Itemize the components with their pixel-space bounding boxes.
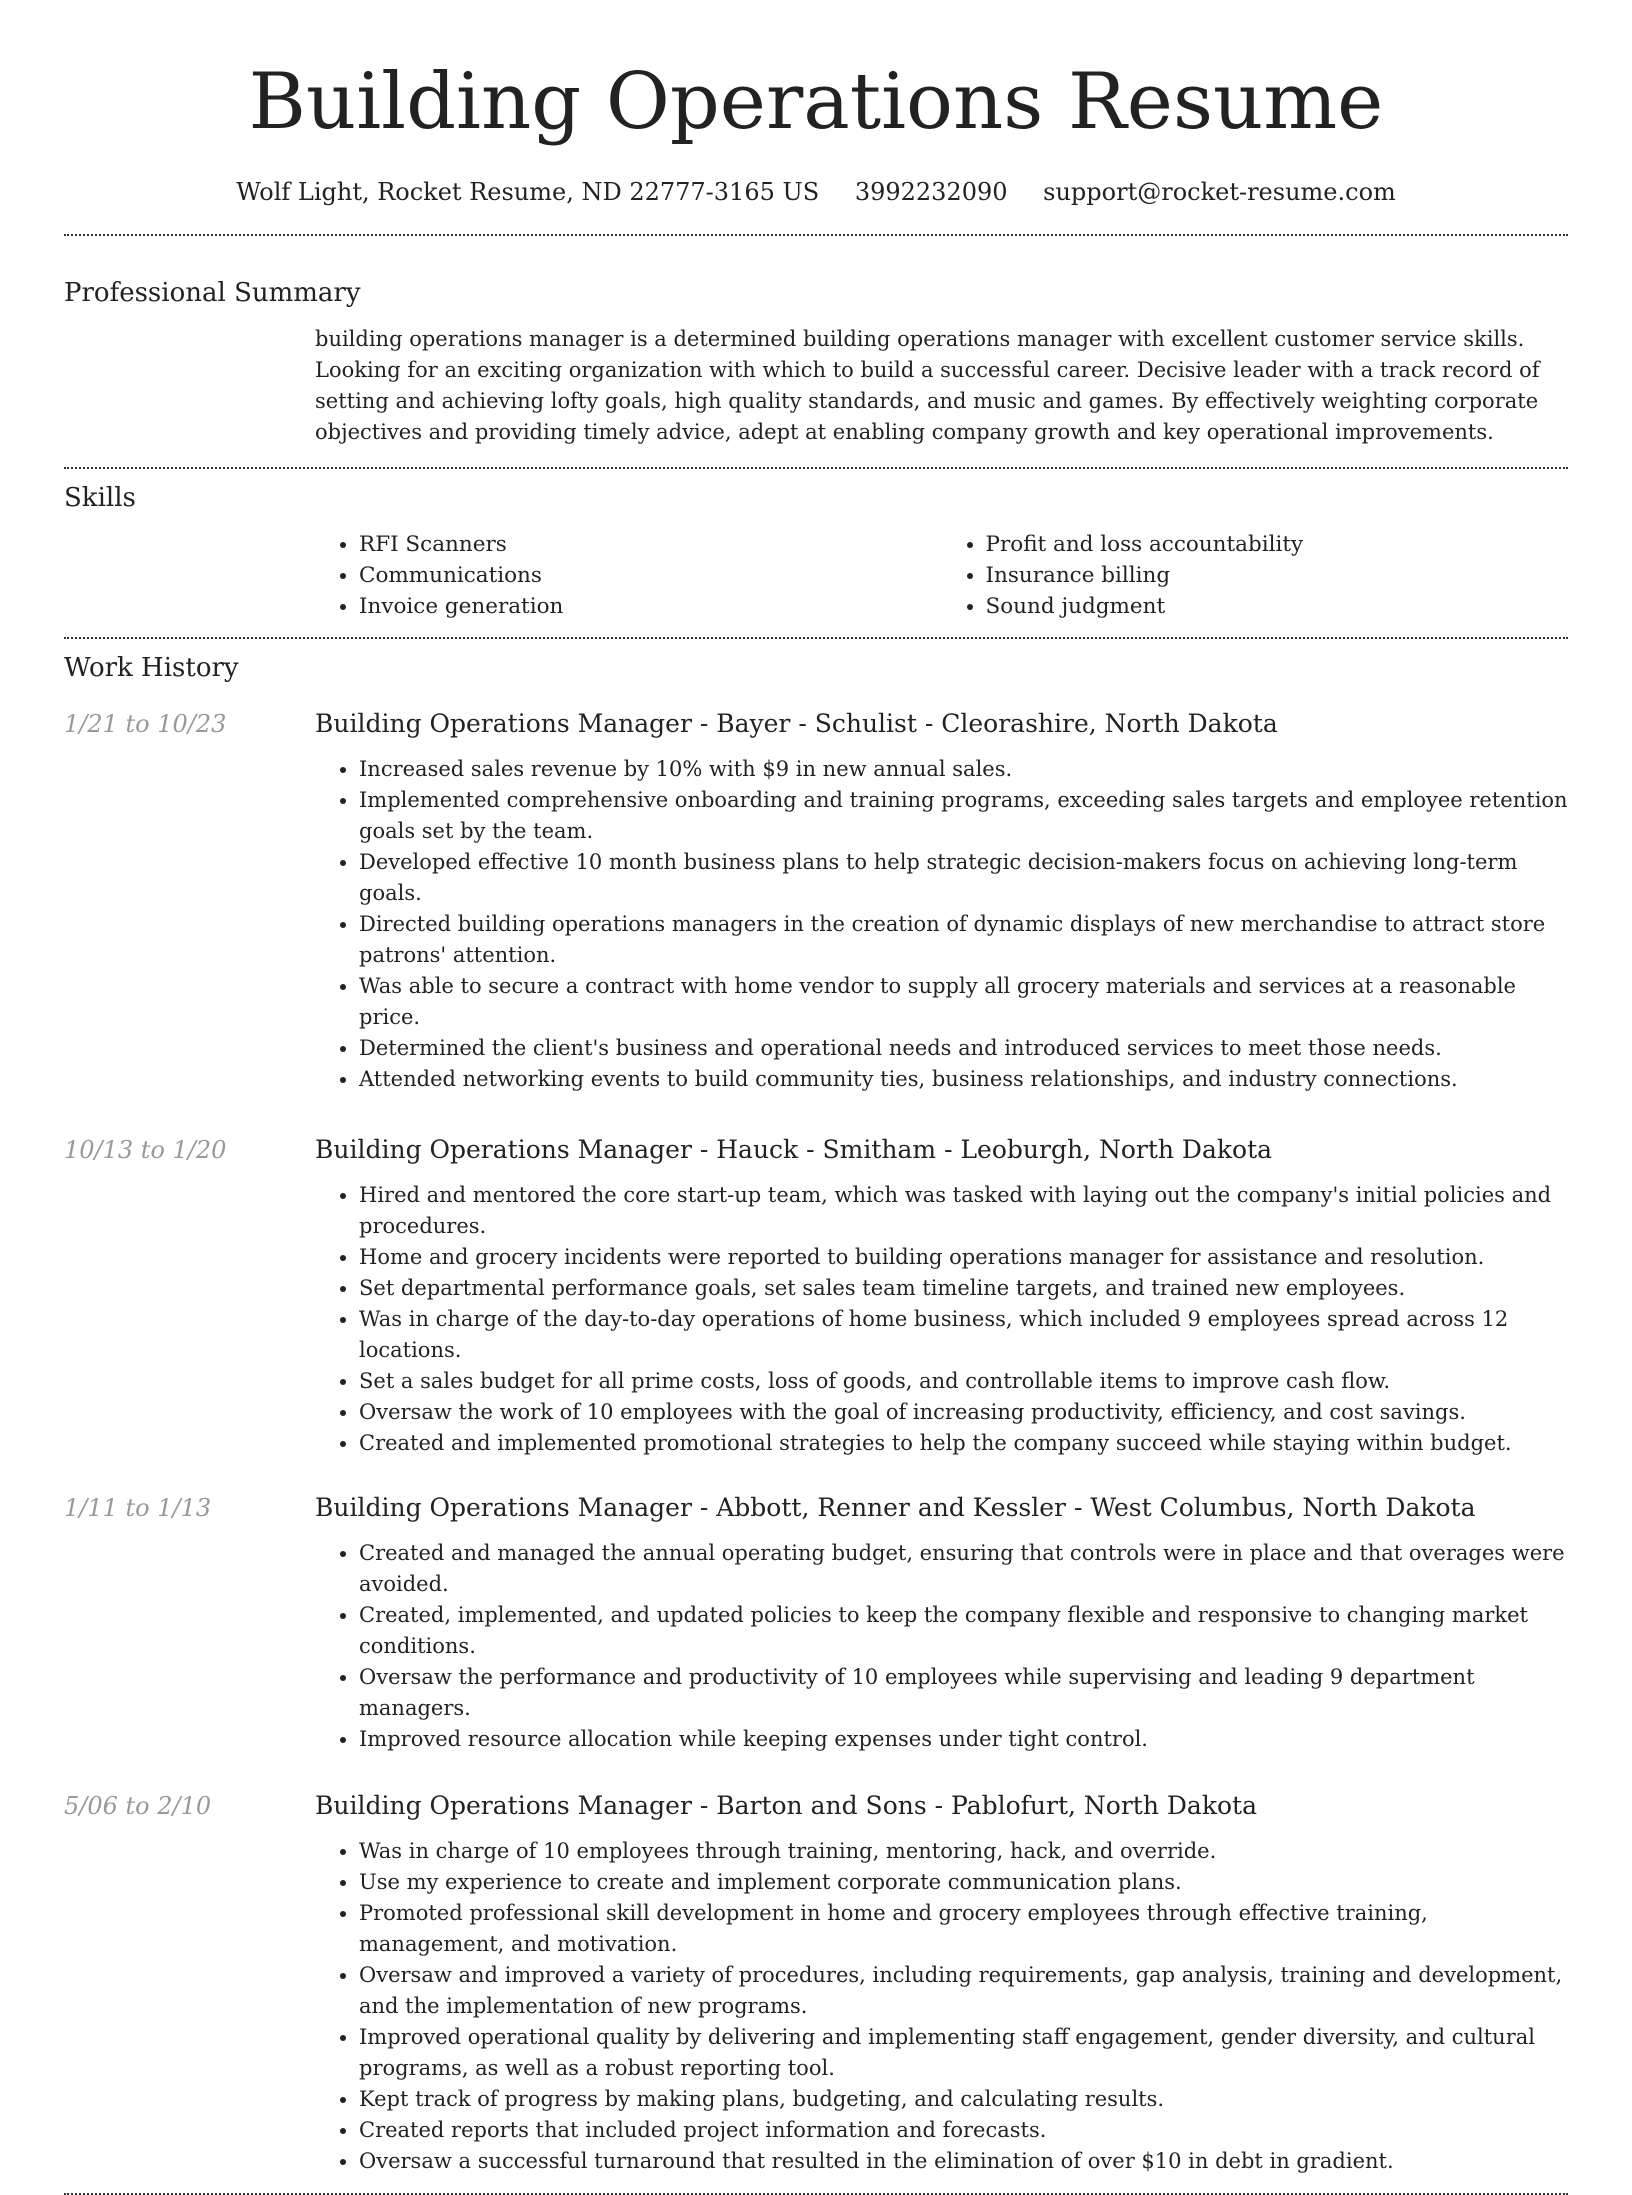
job-bullet: • Kept track of progress by making plans, budgeting, and calculating results. xyxy=(359,2084,1568,2115)
divider xyxy=(64,467,1568,469)
skill-item: • RFI Scanners xyxy=(359,529,942,560)
divider xyxy=(64,234,1568,236)
section-title-summary: Professional Summary xyxy=(64,278,361,308)
skill-item: • Profit and loss accountability xyxy=(986,529,1569,560)
job-entry xyxy=(64,1133,1568,1459)
job-bullet: • Created reports that included project information and forecasts. xyxy=(359,2115,1568,2146)
divider xyxy=(64,637,1568,639)
summary-text: building operations manager is a determined building operations manager with excellent customer service skills. Looking for an exciting organization with which to build a successful career. Decisive leader with a track record of setting and achieving lofty goals, high quality standards, and music and games. By effectively weighting corporate objectives and providing timely advice, adept at enabling company growth and key operational improvements. xyxy=(315,327,1540,444)
job-bullet: • Improved resource allocation while keeping expenses under tight control. xyxy=(359,1724,1568,1755)
job-bullet: • Created, implemented, and updated policies to keep the company flexible and responsive to changing market conditions. xyxy=(359,1600,1568,1662)
skills-column-left xyxy=(315,529,942,622)
skills-column-right xyxy=(942,529,1569,622)
job-bullets xyxy=(64,754,1568,1095)
page-title: Building Operations Resume xyxy=(248,57,1384,147)
job-entry xyxy=(64,707,1568,1095)
job-bullet: • Oversaw the work of 10 employees with the goal of increasing productivity, efficiency, and cost savings. xyxy=(359,1397,1568,1428)
job-bullet: • Improved operational quality by delivering and implementing staff engagement, gender diversity, and cultural programs, as well as a robust reporting tool. xyxy=(359,2022,1568,2084)
contact-email: support@rocket-resume.com xyxy=(1043,178,1396,206)
skills-list xyxy=(64,529,1568,622)
section-title-work-history: Work History xyxy=(64,653,239,683)
job-title: Building Operations Manager - Bayer - Schulist - Cleorashire, North Dakota xyxy=(315,709,1278,738)
skill-item: • Insurance billing xyxy=(986,560,1569,591)
contact-address: Wolf Light, Rocket Resume, ND 22777-3165 US xyxy=(236,178,820,206)
job-bullets xyxy=(64,1538,1568,1755)
job-bullets xyxy=(64,1836,1568,2177)
job-bullet: • Determined the client's business and operational needs and introduced services to meet those needs. xyxy=(359,1033,1568,1064)
job-bullet: • Created and implemented promotional strategies to help the company succeed while staying within budget. xyxy=(359,1428,1568,1459)
skill-item: • Communications xyxy=(359,560,942,591)
job-bullet: • Oversaw a successful turnaround that resulted in the elimination of over $10 in debt in gradient. xyxy=(359,2146,1568,2177)
job-dates: 1/21 to 10/23 xyxy=(64,710,227,738)
skill-item: • Invoice generation xyxy=(359,591,942,622)
job-bullet: • Developed effective 10 month business plans to help strategic decision-makers focus on achieving long-term goals. xyxy=(359,847,1568,909)
job-bullet: • Use my experience to create and implement corporate communication plans. xyxy=(359,1867,1568,1898)
job-bullet: • Directed building operations managers in the creation of dynamic displays of new merchandise to attract store patrons' attention. xyxy=(359,909,1568,971)
job-entry xyxy=(64,1789,1568,2177)
job-dates: 1/11 to 1/13 xyxy=(64,1494,212,1522)
contact-line xyxy=(64,176,1568,208)
job-bullet: • Hired and mentored the core start-up team, which was tasked with laying out the company's initial policies and procedures. xyxy=(359,1180,1568,1242)
contact-phone: 3992232090 xyxy=(854,178,1008,206)
job-bullet: • Was in charge of 10 employees through training, mentoring, hack, and override. xyxy=(359,1836,1568,1867)
job-dates: 5/06 to 2/10 xyxy=(64,1792,212,1820)
job-bullet: • Promoted professional skill development in home and grocery employees through effective training, management, and motivation. xyxy=(359,1898,1568,1960)
job-bullet: • Set a sales budget for all prime costs, loss of goods, and controllable items to improve cash flow. xyxy=(359,1366,1568,1397)
job-dates: 10/13 to 1/20 xyxy=(64,1136,227,1164)
job-bullet: • Oversaw and improved a variety of procedures, including requirements, gap analysis, training and development, and the implementation of new programs. xyxy=(359,1960,1568,2022)
job-bullet: • Implemented comprehensive onboarding and training programs, exceeding sales targets and employee retention goals set by the team. xyxy=(359,785,1568,847)
job-bullet: • Increased sales revenue by 10% with $9 in new annual sales. xyxy=(359,754,1568,785)
resume-page xyxy=(64,0,1568,2195)
job-bullet: • Attended networking events to build community ties, business relationships, and industry connections. xyxy=(359,1064,1568,1095)
job-bullets xyxy=(64,1180,1568,1459)
job-bullet: • Oversaw the performance and productivity of 10 employees while supervising and leading 9 department managers. xyxy=(359,1662,1568,1724)
job-title: Building Operations Manager - Abbott, Renner and Kessler - West Columbus, North Dakota xyxy=(315,1493,1476,1522)
skill-item: • Sound judgment xyxy=(986,591,1569,622)
job-bullet: • Was able to secure a contract with home vendor to supply all grocery materials and services at a reasonable price. xyxy=(359,971,1568,1033)
job-title: Building Operations Manager - Hauck - Smitham - Leoburgh, North Dakota xyxy=(315,1135,1273,1164)
section-title-skills: Skills xyxy=(64,483,136,513)
job-bullet: • Was in charge of the day-to-day operations of home business, which included 9 employees spread across 12 locations. xyxy=(359,1304,1568,1366)
job-bullet: • Set departmental performance goals, set sales team timeline targets, and trained new employees. xyxy=(359,1273,1568,1304)
job-title: Building Operations Manager - Barton and Sons - Pablofurt, North Dakota xyxy=(315,1791,1257,1820)
job-entry xyxy=(64,1491,1568,1755)
job-bullet: • Created and managed the annual operating budget, ensuring that controls were in place and that overages were avoided. xyxy=(359,1538,1568,1600)
job-bullet: • Home and grocery incidents were reported to building operations manager for assistance and resolution. xyxy=(359,1242,1568,1273)
